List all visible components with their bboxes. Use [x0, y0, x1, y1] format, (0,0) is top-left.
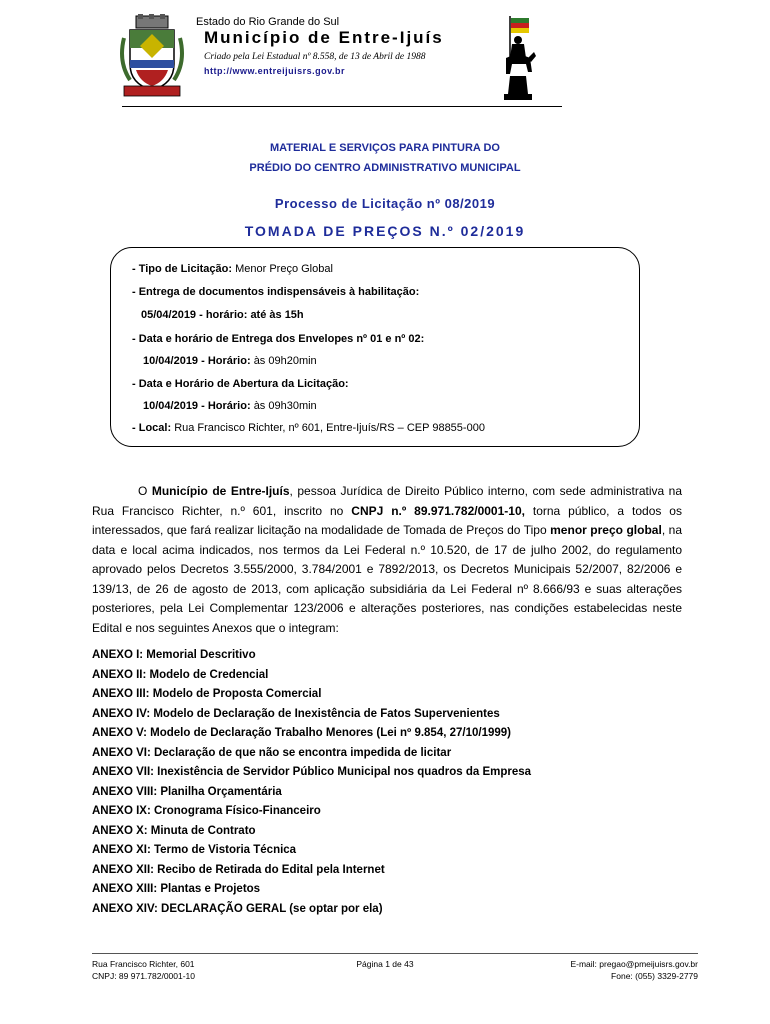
para-text-4: , na data e local acima indicados, nos termos da Lei Federal n.º 10.520, de 17 de julho 2002, do regulamento aprovado pelos Decretos 3.555/2000, 3.784/2001 e 7892/2013, os Decretos Municipais 52/2007, 82/2006 e 139/13, de 26 de agosto de 2013, com aplicação subsidiária da Lei Federal nº 8.666/93 e suas alterações posteriores, pela Lei Complementar 123/2006 e alterações posteriores, nas condições estabelecidas neste Edital e nos seguintes Anexos que o integram: [92, 523, 682, 635]
annex-item: ANEXO VI: Declaração de que não se encontra impedida de licitar [92, 746, 452, 759]
state-name: Estado do Rio Grande do Sul [196, 16, 340, 28]
para-text-1: O [138, 484, 152, 498]
header-divider [122, 106, 562, 107]
para-cnpj: CNPJ n.º 89.971.782/0001-10, [351, 503, 525, 518]
annex-item: ANEXO IV: Modelo de Declaração de Inexistência de Fatos Supervenientes [92, 707, 500, 720]
annex-item: ANEXO I: Memorial Descritivo [92, 649, 256, 661]
bid-type-label: - Tipo de Licitação: [132, 263, 233, 275]
location-label: - Local: [132, 422, 172, 434]
para-text-3: torna público, a todos os interessados, que fará realizar licitação na modalidade de Tomada de Preços do Tipo [92, 503, 682, 537]
docs-delivery-label: - Entrega de documentos indispensáveis à habilitação: [132, 286, 420, 298]
envelopes-delivery-label: - Data e horário de Entrega dos Envelopes nº 01 e nº 02: [132, 333, 425, 345]
intro-paragraph [92, 482, 682, 638]
annex-item: ANEXO VII: Inexistência de Servidor Público Municipal nos quadros da Empresa [92, 766, 532, 778]
footer-divider [92, 953, 698, 954]
horseman-statue-emblem [498, 14, 538, 102]
footer-cnpj: CNPJ: 89 971.782/0001-10 [92, 971, 196, 981]
annex-item: ANEXO X: Minuta de Contrato [92, 824, 256, 837]
footer-email: E-mail: pregao@pmeijuisrs.gov.br [570, 959, 698, 969]
tomada-number: TOMADA DE PREÇOS N.º 02/2019 [244, 223, 526, 239]
opening-label: - Data e Horário de Abertura da Licitação: [132, 378, 349, 390]
para-text-2: , pessoa Jurídica de Direito Público interno, com sede administrativa na Rua Francisco Richter, n.º 601, inscrito no [92, 484, 683, 518]
annex-item: ANEXO II: Modelo de Credencial [92, 668, 269, 681]
opening-date: 10/04/2019 - Horário: [143, 400, 251, 412]
docs-delivery-value: 05/04/2019 - horário: até às 15h [141, 309, 304, 321]
annex-item: ANEXO XI: Termo de Vistoria Técnica [92, 844, 297, 856]
page-number: Página 1 de 43 [356, 959, 414, 969]
municipal-crest-logo [116, 14, 188, 100]
annex-list [92, 646, 531, 919]
para-lowest-price: menor preço global [550, 523, 662, 537]
annex-item: ANEXO III: Modelo de Proposta Comercial [92, 688, 322, 700]
opening-time: às 09h30min [253, 400, 317, 412]
document-title-line1: MATERIAL E SERVIÇOS PARA PINTURA DO [269, 142, 500, 154]
footer-address: Rua Francisco Richter, 601 [92, 959, 195, 969]
annex-item: ANEXO VIII: Planilha Orçamentária [92, 785, 282, 798]
document-title-line2: PRÉDIO DO CENTRO ADMINISTRATIVO MUNICIPAL [249, 162, 521, 174]
location-line [132, 422, 485, 434]
website-link[interactable]: http://www.entreijuisrs.gov.br [204, 66, 346, 76]
envelopes-delivery-time: às 09h20min [253, 355, 317, 367]
annex-item: ANEXO V: Modelo de Declaração Trabalho Menores (Lei nº 9.854, 27/10/1999) [92, 727, 511, 739]
opening-line [143, 400, 317, 412]
annex-item: ANEXO XII: Recibo de Retirada do Edital pela Internet [92, 863, 385, 876]
bid-type-line [132, 263, 333, 275]
location-value: Rua Francisco Richter, nº 601, Entre-Ijuís/RS – CEP 98855-000 [174, 422, 485, 434]
annex-item: ANEXO XIV: DECLARAÇÃO GERAL (se optar por ela) [92, 902, 383, 915]
annex-item: ANEXO XIII: Plantas e Projetos [92, 883, 261, 895]
envelopes-delivery-line [143, 355, 317, 367]
footer-right [500, 958, 698, 982]
annex-item: ANEXO IX: Cronograma Físico-Financeiro [92, 805, 321, 817]
municipality-title: Município de Entre-Ijuís [204, 28, 444, 47]
creation-law: Criado pela Lei Estadual nº 8.558, de 13 de Abril de 1988 [204, 52, 426, 62]
bid-type-value: Menor Preço Global [235, 263, 333, 275]
para-municipality: Município de Entre-Ijuís [151, 484, 290, 498]
bid-info-box [110, 247, 640, 447]
envelopes-delivery-date: 10/04/2019 - Horário: [143, 355, 251, 367]
footer-phone: Fone: (055) 3329-2779 [611, 971, 698, 981]
process-number: Processo de Licitação nº 08/2019 [274, 196, 496, 211]
